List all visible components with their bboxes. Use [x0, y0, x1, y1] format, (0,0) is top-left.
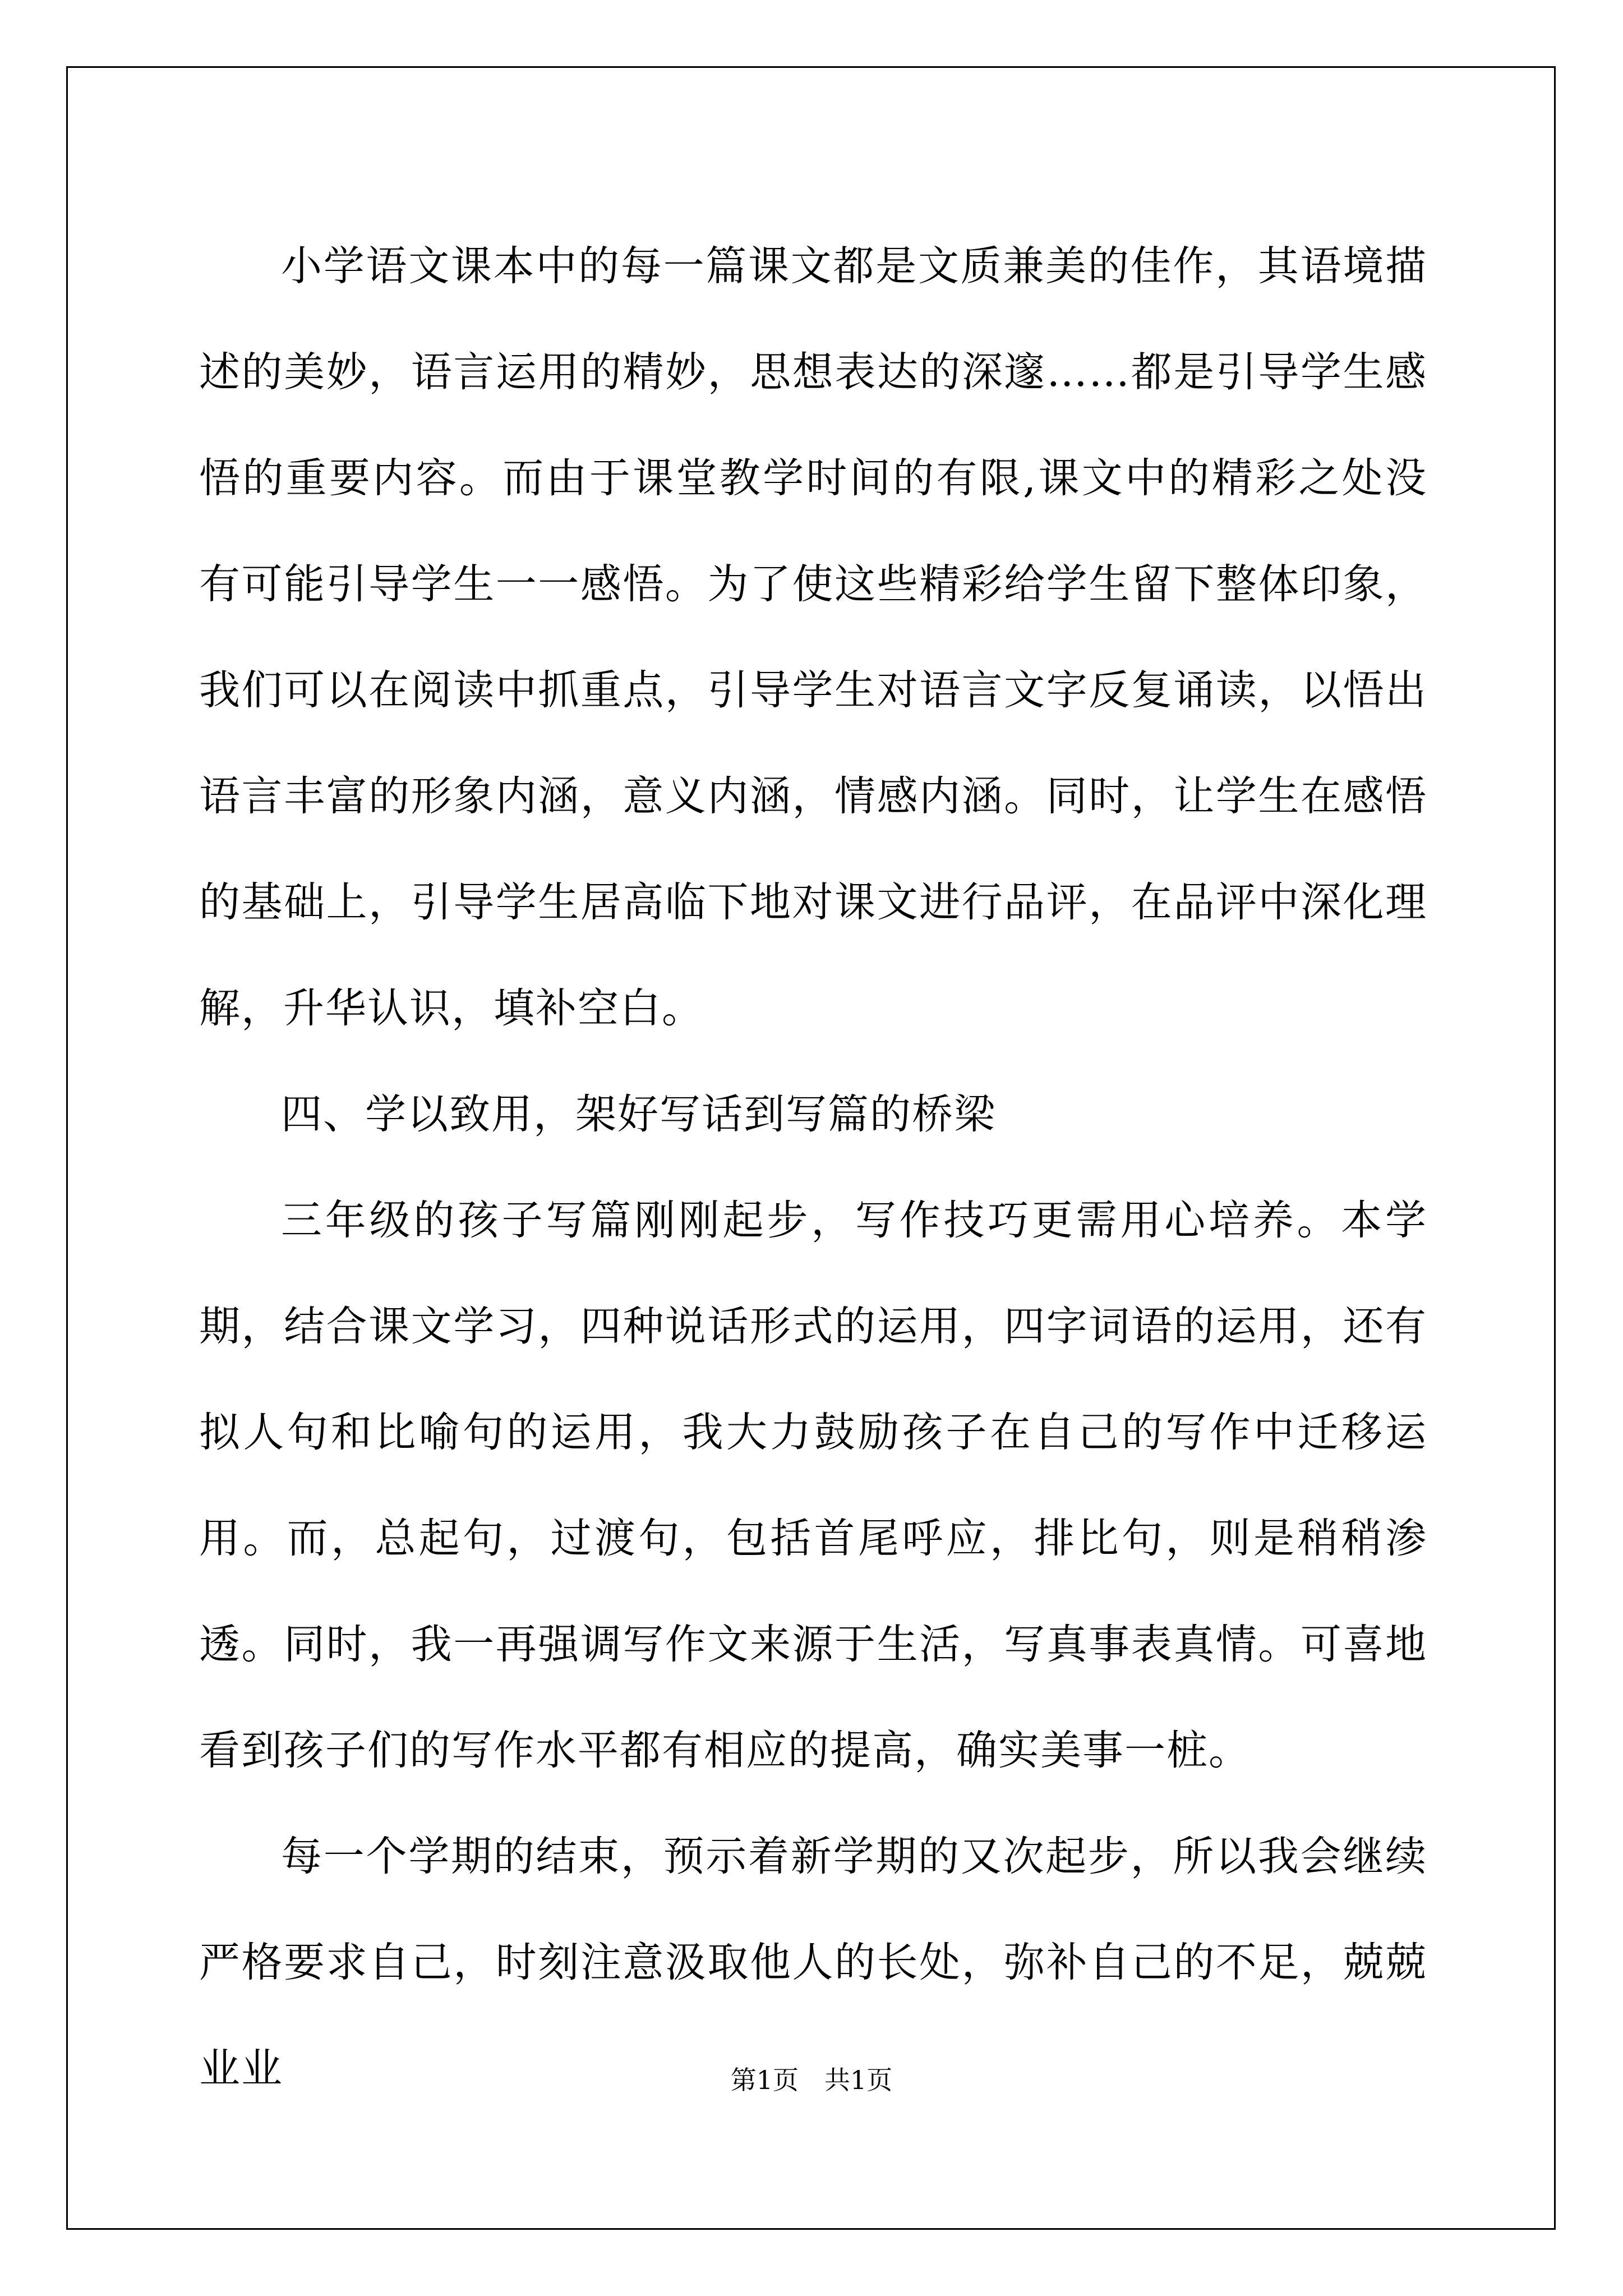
paragraph-3: 每一个学期的结束，预示着新学期的又次起步，所以我会继续严格要求自己，时刻注意汲取他人的长处，弥补自己的不足，兢兢业业 [199, 1833, 1427, 2092]
section-heading: 四、学以致用，架好写话到写篇的桥梁 [281, 1091, 996, 1138]
page-footer: 第1页 共1页 [730, 2065, 893, 2095]
paragraph-1: 小学语文课本中的每一篇课文都是文质兼美的佳作，其语境描述的美妙，语言运用的精妙，思想表达的深邃……都是引导学生感悟的重要内容。而由于课堂教学时间的有限,课文中的精彩之处没有可能引导学生一一感悟。为了使这些精彩给学生留下整体印象，我们可以在阅读中抓重点，引导学生对语言文字反复诵读，以悟出语言丰富的形象内涵，意义内涵，情感内涵。同时，让学生在感悟的基础上，引导学生居高临下地对课文进行品评，在品评中深化理解，升华认识，填补空白。 [199, 242, 1427, 1032]
paragraph-2: 三年级的孩子写篇刚刚起步，写作技巧更需用心培养。本学期，结合课文学习，四种说话形式的运用，四字词语的运用，还有拟人句和比喻句的运用，我大力鼓励孩子在自己的写作中迁移运用。而，总起句，过渡句，包括首尾呼应，排比句，则是稍稍渗透。同时，我一再强调写作文来源于生活，写真事表真情。可喜地看到孩子们的写作水平都有相应的提高，确实美事一桩。 [199, 1197, 1427, 1774]
document-body [199, 213, 1427, 2122]
